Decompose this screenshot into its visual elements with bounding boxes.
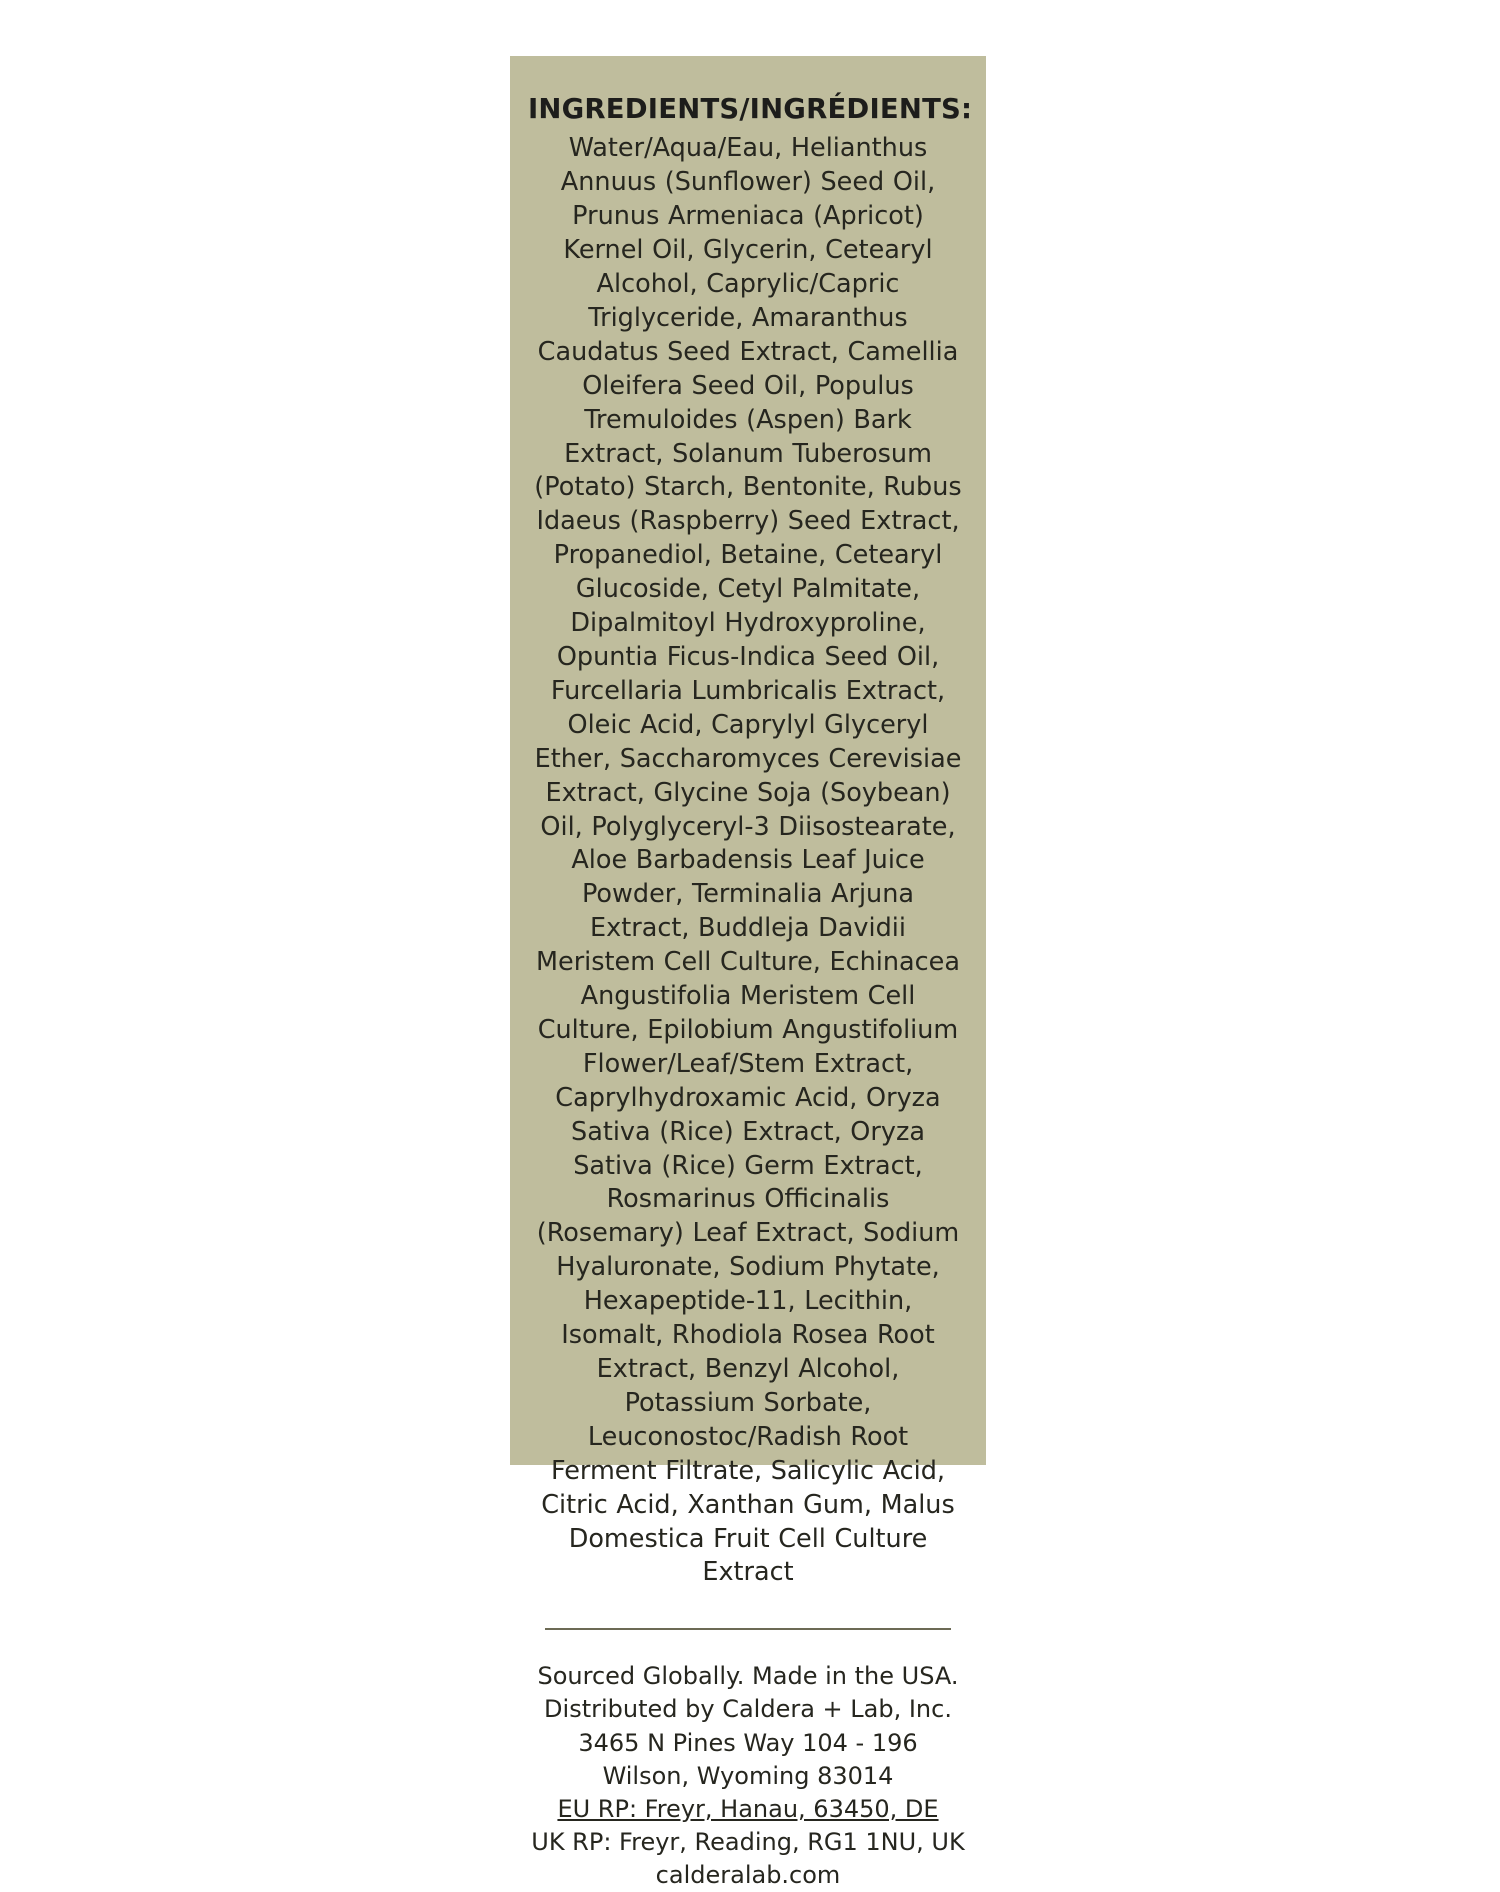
eu-responsible-person-line: EU RP: Freyr, Hanau, 63450, DE	[557, 1794, 939, 1823]
address-city-line: Wilson, Wyoming 83014	[602, 1761, 894, 1790]
distributor-line: Distributed by Caldera + Lab, Inc.	[544, 1695, 952, 1724]
sourced-made-line: Sourced Globally. Made in the USA.	[537, 1662, 959, 1691]
ingredients-heading: INGREDIENTS/INGRÉDIENTS:	[528, 93, 973, 125]
address-street-line: 3465 N Pines Way 104 - 196	[578, 1728, 918, 1757]
website-line: calderalab.com	[655, 1861, 841, 1889]
uk-responsible-person-line: UK RP: Freyr, Reading, RG1 1NU, UK	[531, 1827, 965, 1856]
manufacturer-info	[528, 1660, 968, 1892]
ingredients-label-panel	[510, 56, 986, 1889]
section-divider	[545, 1628, 951, 1630]
ingredients-list-text: Water/Aqua/Eau, Helianthus Annuus (Sunflower) Seed Oil, Prunus Armeniaca (Apricot) Kernel Oil, Glycerin, Cetearyl Alcohol, Caprylic/Capric Triglyceride, Amaranthus Caudatus Seed Extract, Camellia Oleifera Seed Oil, Populus Tremuloides (Aspen) Bark Extract, Solanum Tuberosum (Potato) Starch, Bentonite, Rubus Idaeus (Raspberry) Seed Extract, Propanediol, Betaine, Cetearyl Glucoside, Cetyl Palmitate, Dipalmitoyl Hydroxyproline, Opuntia Ficus-Indica Seed Oil, Furcellaria Lumbricalis Extract, Oleic Acid, Caprylyl Glyceryl Ether, Saccharomyces Cerevisiae Extract, Glycine Soja (Soybean) Oil, Polyglyceryl-3 Diisostearate, Aloe Barbadensis Leaf Juice Powder, Terminalia Arjuna Extract, Buddleja Davidii Meristem Cell Culture, Echinacea Angustifolia Meristem Cell Culture, Epilobium Angustifolium Flower/Leaf/Stem Extract, Caprylhydroxamic Acid, Oryza Sativa (Rice) Extract, Oryza Sativa (Rice) Germ Extract, Rosmarinus Officinalis (Rosemary) Leaf Extract, Sodium Hyaluronate, Sodium Phytate, Hexapeptide-11, Lecithin, Isomalt, Rhodiola Rosea Root Extract, Benzyl Alcohol, Potassium Sorbate, Leuconostoc/Radish Root Ferment Filtrate, Salicylic Acid, Citric Acid, Xanthan Gum, Malus Domestica Fruit Cell Culture Extract	[534, 133, 962, 1588]
